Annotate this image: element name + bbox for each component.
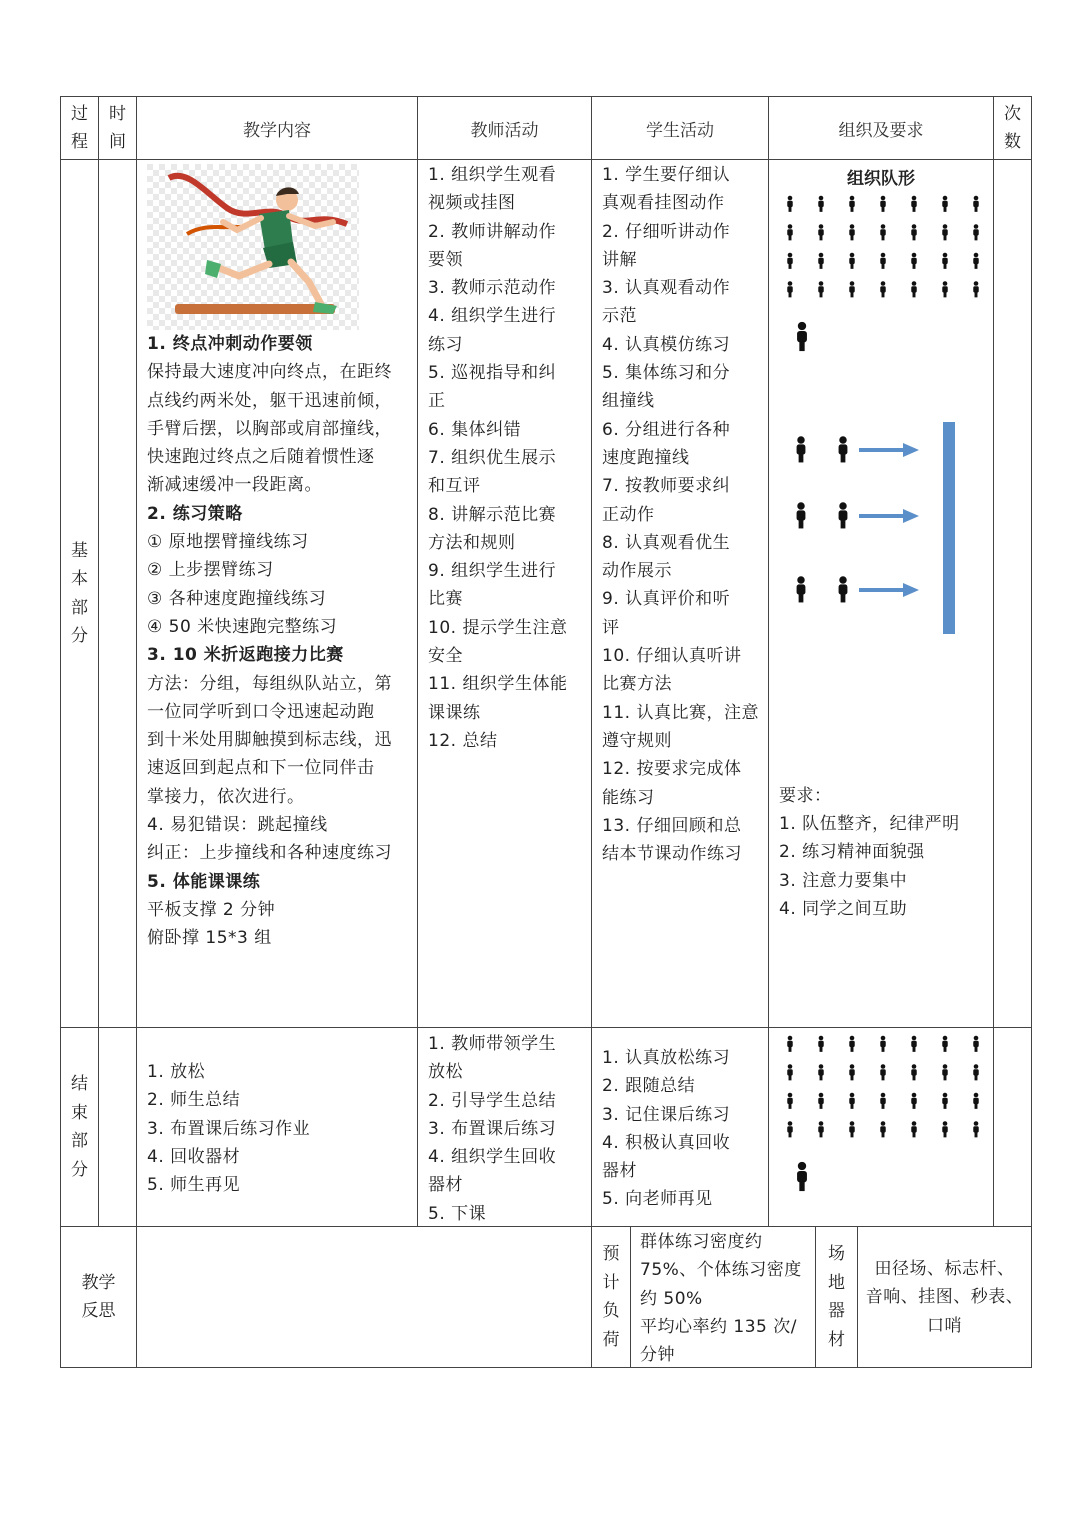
basic-student-line: 评 (602, 617, 620, 638)
venue-line: 口哨 (927, 1315, 962, 1336)
basic-teacher-line: 3. 教师示范动作 (428, 278, 557, 299)
basic-student-line: 组撞线 (602, 391, 655, 412)
load-label-4: 荷 (602, 1329, 620, 1350)
reflection-label-1: 教学 (81, 1272, 116, 1293)
load-line: 约 50% (640, 1288, 703, 1309)
header-student (591, 96, 769, 160)
header-content-label: 教学内容 (243, 120, 311, 141)
end-content-line: 1. 放松 (147, 1062, 206, 1082)
basic-teacher-line: 和互评 (428, 476, 481, 497)
end-student-line: 5. 向老师再见 (602, 1189, 713, 1210)
end-student-line: 1. 认真放松练习 (602, 1048, 731, 1068)
runner-figure-icon (839, 576, 848, 602)
venue-line: 音响、挂图、秒表、 (865, 1287, 1024, 1308)
basic-content-line: 平板支撑 2 分钟 (147, 899, 276, 920)
runner-figure-icon (797, 576, 806, 602)
end-content-line: 2. 师生总结 (147, 1090, 241, 1111)
basic-teacher-line: 比赛 (428, 589, 463, 610)
basic-content-line: 掌接力，依次进行。 (147, 786, 305, 807)
end-teacher-line: 3. 布置课后练习 (428, 1118, 557, 1139)
header-count-2: 数 (1004, 132, 1021, 152)
header-student-label: 学生活动 (646, 120, 714, 141)
basic-content-line: 3. 10 米折返跑接力比赛 (147, 645, 344, 666)
load-label-3: 负 (602, 1301, 620, 1321)
basic-teacher (417, 159, 592, 1028)
runner-figure-icon (797, 436, 806, 462)
basic-student-line: 结本节课动作练习 (602, 844, 742, 865)
student-figure-icon (849, 1121, 854, 1137)
end-label-3: 部 (71, 1131, 88, 1151)
load-label (591, 1226, 631, 1368)
student-figure-icon (818, 1064, 823, 1080)
basic-content-line: 到十米处用脚触摸到标志线，迅 (147, 730, 392, 751)
end-teacher-line: 5. 下课 (428, 1203, 487, 1224)
student-figure-icon (973, 1064, 978, 1080)
basic-label-4: 分 (71, 626, 88, 646)
basic-teacher-text (428, 161, 567, 755)
basic-student-line: 速度跑撞线 (602, 447, 690, 468)
header-org (768, 96, 994, 160)
end-teacher-line: 1. 教师带领学生 (428, 1034, 557, 1054)
basic-student-line: 10. 仔细认真听讲 (602, 646, 742, 667)
student-figure-icon (880, 1121, 885, 1137)
venue-label-2: 地 (828, 1272, 845, 1293)
student-figure-icon (818, 253, 823, 269)
header-time-2: 间 (109, 132, 126, 152)
student-figure-icon (911, 253, 916, 269)
student-figure-icon (880, 1036, 885, 1052)
basic-content-line: 渐减速缓冲一段距离。 (147, 475, 322, 496)
basic-content-line: 1. 终点冲刺动作要领 (147, 334, 313, 354)
basic-student-line: 5. 集体练习和分 (602, 363, 731, 384)
basic-org (768, 159, 994, 1028)
venue-text (858, 1255, 1031, 1340)
basic-student-line: 6. 分组进行各种 (602, 419, 731, 440)
basic-time (98, 159, 137, 1028)
student-figure-icon (818, 281, 823, 297)
basic-content-line: 2. 练习策略 (147, 503, 243, 524)
student-figure-icon (942, 224, 947, 240)
student-figure-icon (942, 253, 947, 269)
student-figure-icon (787, 1064, 792, 1080)
end-content-line: 4. 回收器材 (147, 1146, 241, 1167)
requirements-list (779, 810, 960, 923)
basic-content-line: 快速跑过终点之后随着惯性逐 (147, 447, 375, 468)
student-figure-icon (849, 253, 854, 269)
basic-student-line: 11. 认真比赛，注意 (602, 702, 759, 723)
org-title: 组织队形 (847, 169, 915, 189)
header-count (993, 96, 1032, 160)
end-teacher-line: 2. 引导学生总结 (428, 1090, 557, 1111)
basic-teacher-line: 5. 巡视指导和纠 (428, 363, 557, 384)
header-process-2: 程 (71, 132, 88, 152)
student-figure-icon (911, 196, 916, 212)
basic-teacher-line: 1. 组织学生观看 (428, 165, 557, 185)
end-teacher-line: 器材 (428, 1175, 463, 1196)
load-label-2: 计 (602, 1272, 620, 1293)
student-figure-icon (973, 1121, 978, 1137)
end-teacher-text (428, 1030, 556, 1228)
basic-student-line: 正动作 (602, 504, 655, 525)
venue-label-4: 材 (828, 1329, 845, 1350)
student-figure-icon (911, 1064, 916, 1080)
org-formation-diagram (769, 188, 993, 648)
student-figure-icon (787, 281, 792, 297)
student-figure-icon (818, 1121, 823, 1137)
basic-content-line: 手臂后摆，以胸部或肩部撞线， (147, 418, 392, 439)
load-text (640, 1228, 802, 1369)
basic-student-line: 13. 仔细回顾和总 (602, 815, 742, 836)
end-count (993, 1027, 1032, 1227)
load-line: 分钟 (640, 1345, 675, 1366)
basic-student-line: 3. 认真观看动作 (602, 278, 731, 299)
end-student-line: 器材 (602, 1161, 637, 1182)
student-figure-icon (818, 224, 823, 240)
load-label-1: 预 (602, 1244, 620, 1264)
basic-student-line: 2. 仔细听讲动作 (602, 221, 731, 242)
student-figure-icon (911, 281, 916, 297)
basic-content-line: 纠正：上步撞线和各种速度练习 (147, 843, 392, 864)
basic-label-1: 基 (71, 540, 88, 561)
track-line (175, 304, 335, 314)
basic-content-line: 一位同学听到口令迅速起动跑 (147, 701, 375, 722)
basic-content-line: 4. 易犯错误：跳起撞线 (147, 815, 328, 836)
student-figure-icon (942, 281, 947, 297)
basic-student-line: 8. 认真观看优生 (602, 532, 731, 553)
header-teacher (417, 96, 592, 160)
end-student (591, 1027, 769, 1227)
student-figure-icon (849, 1064, 854, 1080)
basic-teacher-line: 正 (428, 391, 446, 412)
load-line: 75%、个体练习密度 (640, 1260, 802, 1281)
end-label-4: 分 (71, 1159, 88, 1180)
finish-line-marker (943, 422, 955, 634)
basic-student-line: 比赛方法 (602, 674, 672, 695)
basic-teacher-line: 8. 讲解示范比赛 (428, 504, 557, 525)
student-figure-icon (818, 1036, 823, 1052)
student-figure-icon (849, 224, 854, 240)
venue-value (857, 1226, 1032, 1368)
end-content-text (147, 1058, 310, 1199)
end-teacher (417, 1027, 592, 1227)
student-figure-icon (880, 196, 885, 212)
req-title: 要求： (779, 786, 832, 806)
student-figure-icon (818, 196, 823, 212)
student-figure-icon (787, 1093, 792, 1109)
basic-label (60, 159, 99, 1028)
basic-teacher-line: 安全 (428, 646, 463, 667)
requirement-line: 2. 练习精神面貌强 (779, 842, 925, 863)
basic-student-line: 真观看挂图动作 (602, 193, 725, 214)
student-figure-icon (787, 224, 792, 240)
venue-label-3: 器 (828, 1301, 845, 1321)
basic-label-3: 部 (71, 597, 88, 618)
basic-content-text (147, 330, 392, 953)
header-process-1: 过 (71, 103, 88, 124)
student-figure-icon (787, 253, 792, 269)
student-figure-icon (973, 1093, 978, 1109)
student-figure-icon (942, 1093, 947, 1109)
basic-student-line: 7. 按教师要求纠 (602, 476, 731, 497)
student-figure-icon (973, 253, 978, 269)
end-label-2: 束 (71, 1102, 88, 1123)
load-line: 平均心率约 135 次/ (640, 1316, 797, 1337)
student-figure-icon (973, 224, 978, 240)
basic-student-line: 示范 (602, 306, 637, 327)
basic-student-line: 讲解 (602, 249, 637, 270)
basic-student (591, 159, 769, 1028)
student-figure-icon (880, 1064, 885, 1080)
basic-teacher-line: 要领 (428, 249, 463, 270)
basic-teacher-line: 10. 提示学生注意 (428, 617, 568, 638)
student-figure-icon (849, 1036, 854, 1052)
end-content (136, 1027, 418, 1227)
venue-label (815, 1226, 858, 1368)
basic-content-line: 5. 体能课课练 (147, 871, 261, 892)
basic-student-line: 遵守规则 (602, 730, 672, 751)
basic-student-line: 1. 学生要仔细认 (602, 165, 731, 185)
basic-teacher-line: 4. 组织学生进行 (428, 306, 557, 327)
basic-student-line: 9. 认真评价和听 (602, 589, 731, 610)
basic-teacher-line: 12. 总结 (428, 730, 498, 751)
header-teacher-label: 教师活动 (470, 120, 539, 141)
basic-teacher-line: 9. 组织学生进行 (428, 561, 557, 582)
runner-figure-icon (839, 436, 848, 462)
end-student-line: 4. 积极认真回收 (602, 1132, 731, 1153)
student-figure-icon (849, 281, 854, 297)
runner-illustration (147, 164, 359, 330)
header-content (136, 96, 418, 160)
end-label (60, 1027, 99, 1227)
header-org-label: 组织及要求 (838, 120, 924, 141)
student-figure-icon (973, 196, 978, 212)
end-content-line: 5. 师生再见 (147, 1175, 241, 1196)
venue-line: 田径场、标志杆、 (874, 1259, 1015, 1279)
arrow-head-icon (903, 583, 919, 597)
student-figure-icon (880, 224, 885, 240)
teacher-figure-icon (797, 1162, 807, 1191)
basic-content (136, 159, 418, 1028)
basic-teacher-line: 视频或挂图 (428, 193, 516, 214)
student-figure-icon (973, 281, 978, 297)
student-figure-icon (973, 1036, 978, 1052)
student-figure-icon (942, 1036, 947, 1052)
basic-teacher-line: 课课练 (428, 702, 481, 723)
header-time-1: 时 (109, 103, 126, 124)
reflection-label-2: 反思 (81, 1301, 116, 1321)
student-figure-icon (911, 1121, 916, 1137)
teacher-figure-icon (797, 322, 807, 351)
student-figure-icon (849, 1093, 854, 1109)
requirement-line: 3. 注意力要集中 (779, 870, 908, 891)
end-student-text (602, 1044, 730, 1214)
student-figure-icon (911, 224, 916, 240)
end-student-line: 2. 跟随总结 (602, 1076, 696, 1097)
student-figure-icon (849, 196, 854, 212)
load-line: 群体练习密度约 (640, 1232, 763, 1252)
student-figure-icon (787, 196, 792, 212)
student-figure-icon (787, 1036, 792, 1052)
end-label-1: 结 (71, 1074, 88, 1094)
student-figure-icon (942, 1121, 947, 1137)
basic-label-2: 本 (71, 569, 88, 589)
header-count-1: 次 (1004, 103, 1021, 124)
end-time (98, 1027, 137, 1227)
basic-student-line: 能练习 (602, 787, 655, 808)
basic-student-line: 4. 认真模仿练习 (602, 334, 731, 355)
basic-student-text (602, 161, 759, 868)
end-teacher-line: 4. 组织学生回收 (428, 1147, 557, 1168)
basic-content-line: ① 原地摆臂撞线练习 (147, 532, 309, 553)
requirement-line: 4. 同学之间互助 (779, 898, 908, 919)
student-figure-icon (787, 1121, 792, 1137)
student-figure-icon (911, 1093, 916, 1109)
student-figure-icon (818, 1093, 823, 1109)
runner-figure-icon (839, 502, 848, 528)
runner-figure-icon (797, 502, 806, 528)
basic-content-line: 点线约两米处，躯干迅速前倾， (147, 390, 392, 411)
basic-count (993, 159, 1032, 1028)
load-value (630, 1226, 816, 1368)
student-figure-icon (942, 196, 947, 212)
arrow-head-icon (903, 443, 919, 457)
basic-content-line: 方法：分组，每组纵队站立，第 (147, 673, 392, 694)
reflection-content (136, 1226, 592, 1368)
basic-teacher-line: 11. 组织学生体能 (428, 674, 568, 695)
basic-content-line: ④ 50 米快速跑完整练习 (147, 616, 338, 637)
student-figure-icon (880, 1093, 885, 1109)
basic-content-line: ② 上步摆臂练习 (147, 560, 274, 581)
basic-teacher-line: 2. 教师讲解动作 (428, 221, 557, 242)
student-figure-icon (880, 281, 885, 297)
basic-student-line: 12. 按要求完成体 (602, 759, 742, 780)
basic-content-line: 速返回到起点和下一位同伴击 (147, 758, 375, 779)
end-student-line: 3. 记住课后练习 (602, 1104, 731, 1125)
student-figure-icon (942, 1064, 947, 1080)
basic-content-line: ③ 各种速度跑撞线练习 (147, 588, 327, 609)
requirement-line: 1. 队伍整齐，纪律严明 (779, 814, 960, 834)
end-teacher-line: 放松 (428, 1062, 463, 1083)
venue-label-1: 场 (828, 1244, 845, 1264)
basic-teacher-line: 方法和规则 (428, 532, 516, 553)
header-time (98, 96, 137, 160)
basic-content-line: 俯卧撑 15*3 组 (147, 928, 272, 949)
reflection-label (60, 1226, 137, 1368)
end-content-line: 3. 布置课后练习作业 (147, 1118, 311, 1139)
student-figure-icon (911, 1036, 916, 1052)
header-process (60, 96, 99, 160)
basic-teacher-line: 7. 组织优生展示 (428, 447, 557, 468)
end-formation-diagram (769, 1032, 993, 1202)
arrow-head-icon (903, 509, 919, 523)
basic-content-line: 保持最大速度冲向终点，在距终 (147, 362, 392, 383)
basic-teacher-line: 6. 集体纠错 (428, 419, 522, 440)
end-org (768, 1027, 994, 1227)
student-figure-icon (880, 253, 885, 269)
basic-student-line: 动作展示 (602, 561, 672, 582)
basic-teacher-line: 练习 (428, 334, 463, 355)
